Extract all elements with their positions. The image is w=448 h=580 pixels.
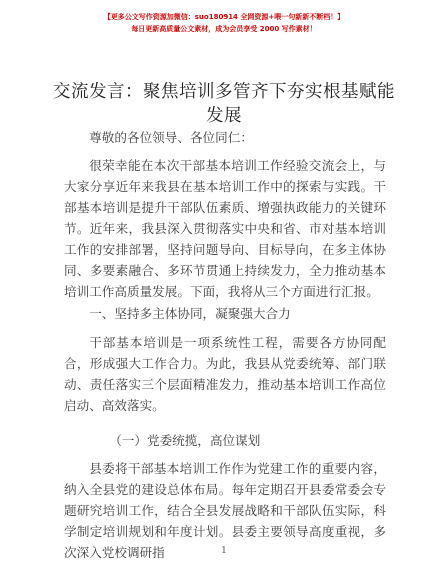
- salutation: [64, 127, 386, 148]
- subsection-heading-1: [84, 430, 386, 451]
- paragraph-section-1: [64, 332, 386, 416]
- paragraph-subsection-1-text: 县委将干部基本培训工作作为党建工作的重要内容，纳入全县党的建设总体布局。每年定期召开县委常委会专题研究培训工作，结合全县发展战略和干部队伍实际，科学制定培训规划和年度计划。县委主要领导高度重视，多次深入党校调研指: [64, 461, 386, 560]
- document-title: 交流发言：聚焦培训多管齐下夯实根基赋能发展: [53, 82, 395, 126]
- section-heading-1-text: 一、坚持多主体协同，凝聚强大合力: [89, 306, 291, 321]
- salutation-text: 尊敬的各位领导、各位同仁：: [89, 130, 253, 145]
- promo-banner-line-1[interactable]: 【更多公文写作资源加微信：suo180914 全网资源+喂一句新新不断档！】: [103, 13, 345, 21]
- page-number: 1: [221, 546, 227, 556]
- paragraph-intro-text: 很荣幸能在本次干部基本培训工作经验交流会上，与大家分享近年来我县在基本培训工作中的探索与实践。干部基本培训是提升干部队伍素质、增强执政能力的关键环节。近年来，我县深入贯彻落实中央和省、市对基本培训工作的安排部署，坚持问题导向、目标导向，在多主体协同、多要素融合、多环节贯通上持续发力，全力推动基本培训工作高质量发展。下面，我将从三个方面进行汇报。: [64, 158, 386, 299]
- paragraph-section-1-text: 干部基本培训是一项系统性工程，需要各方协同配合，形成强大工作合力。为此，我县从党委统筹、部门联动、责任落实三个层面精准发力，推动基本培训工作高位启动、高效落实。: [64, 335, 386, 413]
- paragraph-intro: [64, 155, 386, 302]
- section-heading-1: [64, 303, 386, 324]
- promo-banner-line-2[interactable]: 每日更新高质量公文素材，成为会员享受 2000 写作素材！: [131, 25, 317, 33]
- subsection-heading-1-text: （一）党委统揽，高位谋划: [109, 433, 261, 448]
